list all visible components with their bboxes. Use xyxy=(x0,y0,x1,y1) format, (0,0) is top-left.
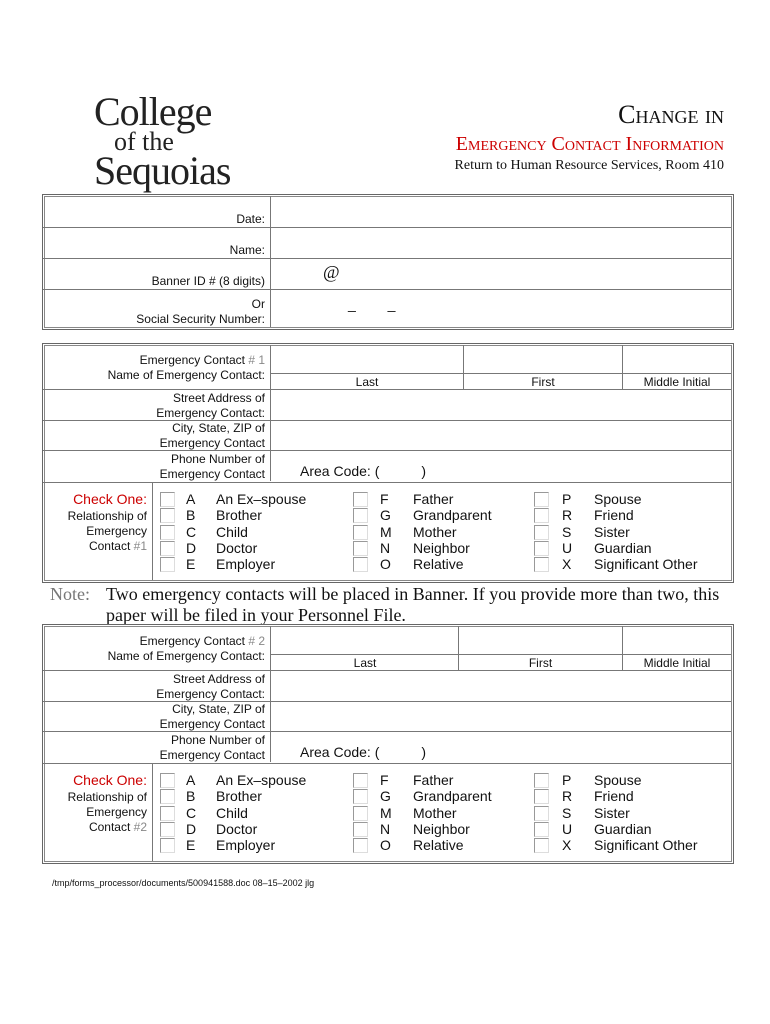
contact-2-city-label: City, State, ZIP of Emergency Contact xyxy=(159,702,265,731)
relationship-checkbox-d[interactable] xyxy=(160,541,175,556)
contact-2-city-field[interactable] xyxy=(272,702,730,730)
ssn-field[interactable] xyxy=(272,290,730,326)
relationship-checkbox-x[interactable] xyxy=(534,838,549,853)
relationship-checkbox-g[interactable] xyxy=(353,508,368,523)
relationship-code: P xyxy=(562,772,572,788)
contact-2-last-field[interactable] xyxy=(272,627,457,653)
relationship-checkbox-r[interactable] xyxy=(534,789,549,804)
relationship-code: O xyxy=(380,556,391,573)
relationship-checkbox-e[interactable] xyxy=(160,557,175,572)
name-field[interactable] xyxy=(272,228,730,257)
relationship-label: Sister xyxy=(594,804,630,821)
relationship-label: Father xyxy=(413,491,454,507)
contact-2-first-caption: First xyxy=(528,656,553,670)
relationship-checkbox-a[interactable] xyxy=(160,492,175,507)
relationship-code: X xyxy=(562,556,572,573)
relationship-checkbox-d[interactable] xyxy=(160,822,175,837)
note-line-2: paper will be filed in your Personnel File. xyxy=(106,605,406,625)
relationship-checkbox-m[interactable] xyxy=(353,525,368,540)
relationship-label: Friend xyxy=(594,788,634,805)
relationship-label: Significant Other xyxy=(594,556,698,573)
contact-1-check-one: Check One: xyxy=(73,491,147,507)
relationship-code: F xyxy=(380,772,389,788)
relationship-code: F xyxy=(380,491,389,507)
relationship-checkbox-n[interactable] xyxy=(353,541,368,556)
relationship-code: S xyxy=(562,804,572,821)
relationship-checkbox-f[interactable] xyxy=(353,773,368,788)
date-field[interactable] xyxy=(272,197,730,226)
note-line-1: Two emergency contacts will be placed in Banner. If you provide more than two, this xyxy=(106,584,720,604)
relationship-label: Mother xyxy=(413,523,457,540)
relationship-label: Employer xyxy=(216,837,276,854)
contact-1-phone-label: Phone Number of Emergency Contact xyxy=(159,452,265,481)
contact-2-phone-label: Phone Number of Emergency Contact xyxy=(159,733,265,762)
relationship-label: An Ex–spouse xyxy=(216,491,307,507)
relationship-label: Mother xyxy=(413,804,457,821)
contact-1-area-code[interactable]: Area Code: ( ) xyxy=(300,463,427,479)
relationship-label: Guardian xyxy=(594,539,652,556)
ssn-label: Social Security Number: xyxy=(136,312,265,326)
relationship-code: A xyxy=(186,491,196,507)
contact-2-first-field[interactable] xyxy=(460,627,621,653)
contact-1-middle-field[interactable] xyxy=(624,346,730,372)
college-logo xyxy=(94,89,234,194)
relationship-checkbox-o[interactable] xyxy=(353,838,368,853)
relationship-code: O xyxy=(380,837,391,854)
relationship-checkbox-s[interactable] xyxy=(534,525,549,540)
contact-2-relationship-label: Relationship of Emergency Contact #2 xyxy=(67,790,147,834)
form-subtitle: Emergency Contact Information xyxy=(455,133,724,155)
relationship-checkbox-m[interactable] xyxy=(353,806,368,821)
contact-1-relationship-options xyxy=(0,491,770,576)
contact-1-middle-caption: Middle Initial xyxy=(643,375,711,389)
relationship-code: U xyxy=(562,539,573,556)
contact-1-street-label: Street Address of Emergency Contact: xyxy=(156,391,265,420)
relationship-label: Friend xyxy=(594,507,634,524)
relationship-checkbox-u[interactable] xyxy=(534,822,549,837)
relationship-label: Sister xyxy=(594,523,630,540)
banner-id-field[interactable] xyxy=(272,259,730,288)
relationship-code: M xyxy=(380,523,392,540)
name-label: Name: xyxy=(229,243,265,257)
relationship-code: U xyxy=(562,820,573,837)
contact-1-name-label: Name of Emergency Contact: xyxy=(107,368,265,382)
relationship-label: Relative xyxy=(413,556,464,573)
relationship-label: Doctor xyxy=(216,539,258,556)
contact-2-middle-caption: Middle Initial xyxy=(643,656,711,670)
relationship-label: Grandparent xyxy=(413,788,492,805)
contact-2-relationship-options xyxy=(0,772,770,857)
relationship-code: R xyxy=(562,788,573,805)
relationship-checkbox-u[interactable] xyxy=(534,541,549,556)
relationship-code: B xyxy=(186,507,196,524)
contact-1-relationship-label: Relationship of Emergency Contact #1 xyxy=(67,509,147,553)
relationship-code: M xyxy=(380,804,392,821)
contact-1-first-field[interactable] xyxy=(465,346,621,372)
relationship-label: Child xyxy=(216,523,248,540)
relationship-checkbox-g[interactable] xyxy=(353,789,368,804)
relationship-checkbox-f[interactable] xyxy=(353,492,368,507)
relationship-label: Employer xyxy=(216,556,276,573)
logo-line-1: College xyxy=(94,89,212,134)
relationship-label: Neighbor xyxy=(413,820,470,837)
relationship-checkbox-e[interactable] xyxy=(160,838,175,853)
relationship-code: N xyxy=(380,820,391,837)
relationship-code: D xyxy=(186,820,197,837)
relationship-code: P xyxy=(562,491,572,507)
relationship-code: E xyxy=(186,556,196,573)
relationship-checkbox-p[interactable] xyxy=(534,773,549,788)
relationship-label: Spouse xyxy=(594,491,642,507)
relationship-label: Neighbor xyxy=(413,539,470,556)
relationship-label: Doctor xyxy=(216,820,258,837)
relationship-code: B xyxy=(186,788,196,805)
relationship-checkbox-b[interactable] xyxy=(160,508,175,523)
document-path-footer: /tmp/forms_processor/documents/500941588.doc 08–15–2002 jlg xyxy=(52,878,315,888)
contact-1-first-caption: First xyxy=(531,375,555,389)
relationship-code: X xyxy=(562,837,572,854)
relationship-checkbox-o[interactable] xyxy=(353,557,368,572)
relationship-label: Relative xyxy=(413,837,464,854)
relationship-label: Guardian xyxy=(594,820,652,837)
relationship-label: Brother xyxy=(216,507,262,524)
relationship-code: G xyxy=(380,788,391,805)
relationship-label: Child xyxy=(216,804,248,821)
contact-2-area-code[interactable]: Area Code: ( ) xyxy=(300,744,427,760)
relationship-code: A xyxy=(186,772,196,788)
or-label: Or xyxy=(251,297,265,311)
logo-line-3: Sequoias xyxy=(94,148,231,194)
relationship-label: An Ex–spouse xyxy=(216,772,307,788)
contact-1-street-field[interactable] xyxy=(272,391,730,419)
relationship-label: Spouse xyxy=(594,772,642,788)
form-title: Change in xyxy=(618,100,724,129)
contact-2-middle-field[interactable] xyxy=(624,627,730,653)
banner-id-label: Banner ID # (8 digits) xyxy=(151,274,265,288)
relationship-code: C xyxy=(186,523,197,540)
relationship-checkbox-s[interactable] xyxy=(534,806,549,821)
relationship-checkbox-n[interactable] xyxy=(353,822,368,837)
banner-at-sign: @ xyxy=(323,262,340,282)
relationship-code: G xyxy=(380,507,391,524)
contact-2-street-label: Street Address of Emergency Contact: xyxy=(156,672,265,701)
contact-1-city-label: City, State, ZIP of Emergency Contact xyxy=(159,421,265,450)
return-instructions: Return to Human Resource Services, Room 410 xyxy=(454,158,724,173)
relationship-code: N xyxy=(380,539,391,556)
contact-1-city-field[interactable] xyxy=(272,421,730,449)
contact-1-last-caption: Last xyxy=(355,375,379,389)
relationship-code: E xyxy=(186,837,196,854)
contact-2-street-field[interactable] xyxy=(272,672,730,700)
relationship-checkbox-b[interactable] xyxy=(160,789,175,804)
relationship-label: Grandparent xyxy=(413,507,492,524)
contact-2-last-caption: Last xyxy=(353,656,377,670)
relationship-checkbox-p[interactable] xyxy=(534,492,549,507)
relationship-code: R xyxy=(562,507,573,524)
relationship-label: Brother xyxy=(216,788,262,805)
relationship-checkbox-x[interactable] xyxy=(534,557,549,572)
relationship-checkbox-r[interactable] xyxy=(534,508,549,523)
relationship-code: S xyxy=(562,523,572,540)
relationship-code: D xyxy=(186,539,197,556)
date-label: Date: xyxy=(236,212,265,226)
contact-2-heading: Emergency Contact # 2 xyxy=(139,634,265,648)
logo-line-2: of the xyxy=(114,127,174,156)
contact-2-name-label: Name of Emergency Contact: xyxy=(107,649,265,663)
relationship-checkbox-c[interactable] xyxy=(160,806,175,821)
relationship-code: C xyxy=(186,804,197,821)
note-label: Note: xyxy=(50,584,90,604)
contact-1-last-field[interactable] xyxy=(272,346,462,372)
relationship-checkbox-c[interactable] xyxy=(160,525,175,540)
ssn-mask: _ _ xyxy=(348,296,410,312)
contact-1-heading: Emergency Contact # 1 xyxy=(139,353,265,367)
relationship-label: Father xyxy=(413,772,454,788)
relationship-label: Significant Other xyxy=(594,837,698,854)
relationship-checkbox-a[interactable] xyxy=(160,773,175,788)
contact-2-check-one: Check One: xyxy=(73,772,147,788)
